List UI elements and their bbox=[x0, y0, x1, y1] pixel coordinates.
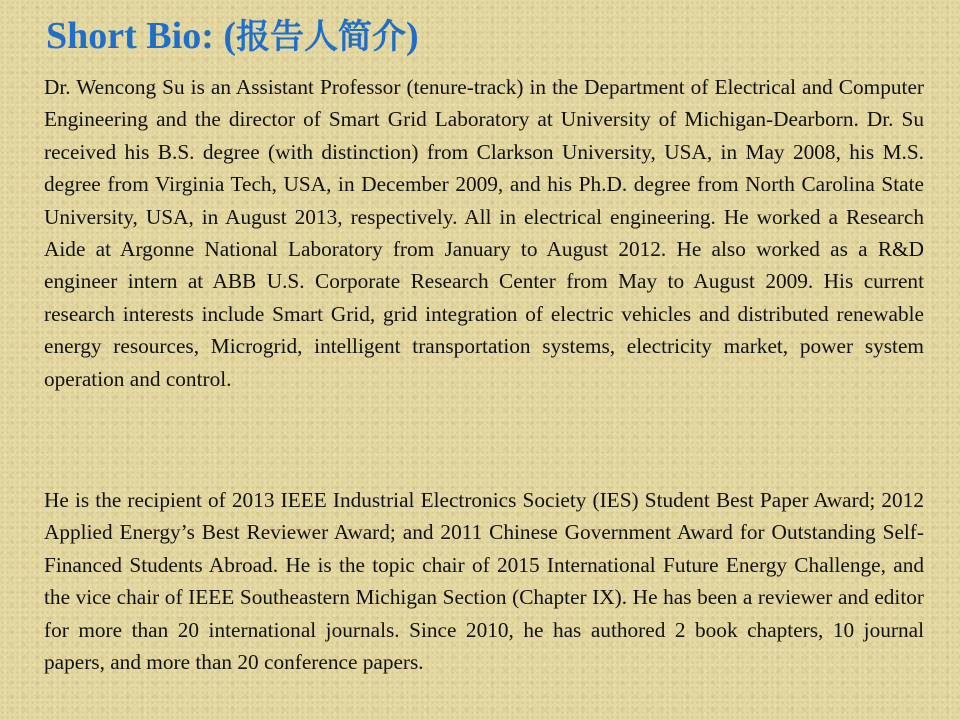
title-suffix: ) bbox=[406, 15, 419, 57]
title-chinese: 报告人简介 bbox=[236, 17, 406, 57]
bio-paragraph-1: Dr. Wencong Su is an Assistant Professor (tenure-track) in the Department of Electrical and Computer Engineering and the director of Smart Grid Laboratory at University of Michigan-Dearborn. Dr. Su received his B.S. degree (with distinction) from Clarkson University, USA, in May 2008, his M.S. degree from Virginia Tech, USA, in December 2009, and his Ph.D. degree from North Carolina State University, USA, in August 2013, respectively. All in electrical engineering. He worked a Research Aide at Argonne National Laboratory from January to August 2012. He also worked as a R&D engineer intern at ABB U.S. Corporate Research Center from May to August 2009. His current research interests include Smart Grid, grid integration of electric vehicles and distributed renewable energy resources, Microgrid, intelligent transportation systems, electricity market, power system operation and control. bbox=[44, 75, 924, 391]
slide-title bbox=[46, 14, 419, 60]
bio-paragraph-2: He is the recipient of 2013 IEEE Industrial Electronics Society (IES) Student Best Paper Award; 2012 Applied Energy’s Best Reviewer Award; and 2011 Chinese Government Award for Outstanding Self-Financed Students Abroad. He is the topic chair of 2015 International Future Energy Challenge, and the vice chair of IEEE Southeastern Michigan Section (Chapter IX). He has been a reviewer and editor for more than 20 international journals. Since 2010, he has authored 2 book chapters, 10 journal papers, and more than 20 conference papers. bbox=[44, 488, 924, 675]
title-prefix: Short Bio: ( bbox=[46, 15, 236, 57]
